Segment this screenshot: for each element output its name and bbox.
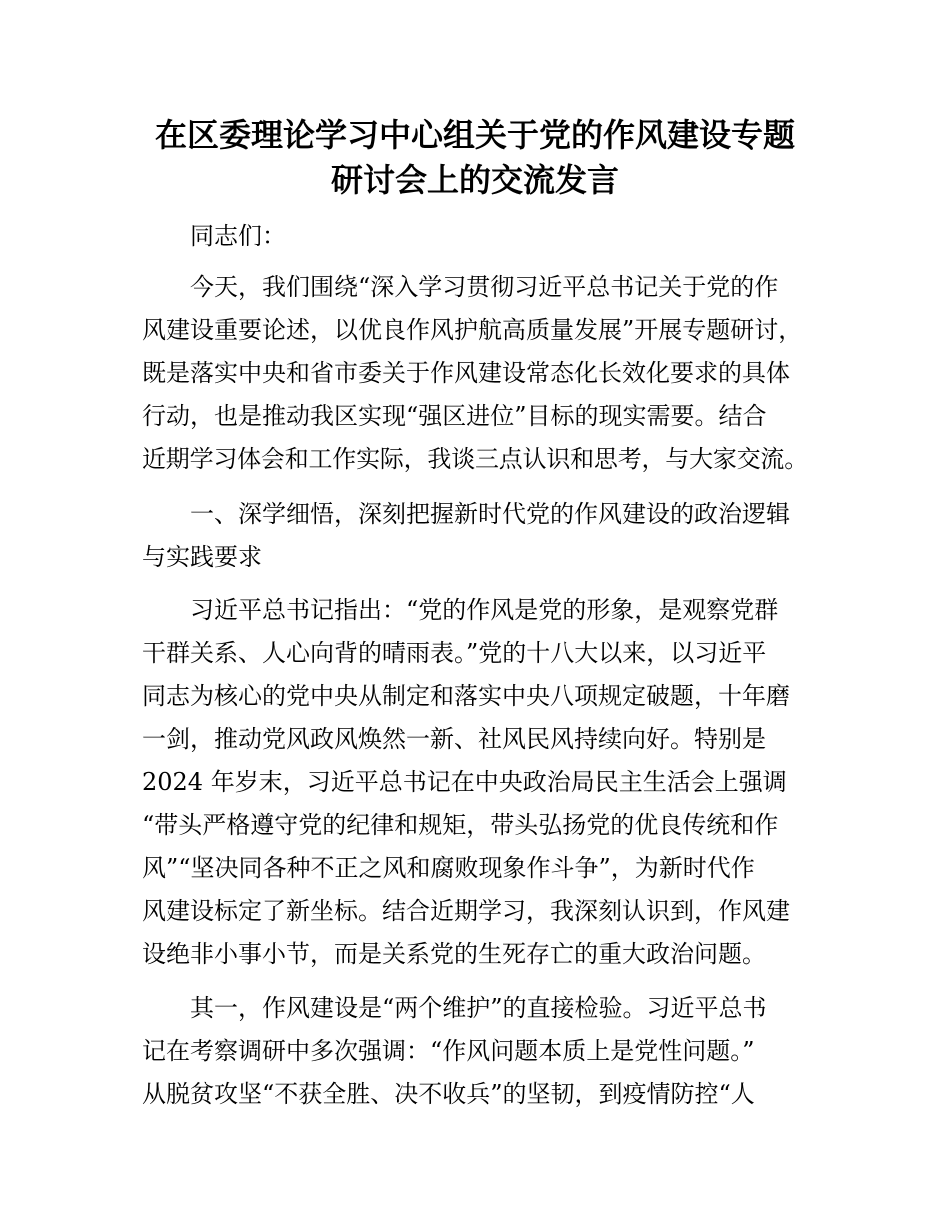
body-text-line: 其一，作风建设是“两个维护”的直接检验。习近平总书	[190, 994, 767, 1022]
body-text-line: 干群关系、人心向背的晴雨表。”党的十八大以来，以习近平	[142, 639, 767, 667]
document-title-line-1: 在区委理论学习中心组关于党的作风建设专题	[154, 116, 795, 154]
body-text-line: 同志为核心的党中央从制定和落实中央八项规定破题，十年磨	[142, 682, 790, 710]
body-text-line: “带头严格遵守党的纪律和规矩，带头弘扬党的优良传统和作	[142, 811, 779, 839]
body-text-line: 记在考察调研中多次强调：“作风问题本质上是党性问题。”	[142, 1037, 755, 1065]
salutation: 同志们：	[190, 222, 286, 250]
body-text-line: 风建设标定了新坐标。结合近期学习，我深刻认识到，作风建	[142, 897, 790, 925]
section-heading-line: 一、深学细悟，深刻把握新时代党的作风建设的政治逻辑	[190, 500, 790, 528]
section-heading-line: 与实践要求	[142, 543, 262, 571]
body-text-line: 行动，也是推动我区实现“强区进位”目标的现实需要。结合	[142, 402, 767, 430]
body-text-line: 习近平总书记指出：“党的作风是党的形象，是观察党群	[190, 596, 779, 624]
document-title-line-2: 研讨会上的交流发言	[330, 161, 619, 199]
body-text-line: 风”“坚决同各种不正之风和腐败现象作斗争”，为新时代作	[142, 854, 755, 882]
body-text-line: 从脱贫攻坚“不获全胜、决不收兵”的坚韧，到疫情防控“人	[142, 1080, 755, 1108]
body-text-line: 今天，我们围绕“深入学习贯彻习近平总书记关于党的作	[190, 273, 779, 301]
body-text-line: 近期学习体会和工作实际，我谈三点认识和思考，与大家交流。	[142, 445, 808, 473]
body-text-line: 风建设重要论述，以优良作风护航高质量发展”开展专题研讨，	[142, 316, 803, 344]
body-text-line: 2024 年岁末，习近平总书记在中央政治局民主生活会上强调	[142, 768, 787, 796]
body-text-line: 设绝非小事小节，而是关系党的生死存亡的重大政治问题。	[142, 940, 766, 968]
body-text-line: 一剑，推动党风政风焕然一新、社风民风持续向好。特别是	[142, 725, 766, 753]
body-text-line: 既是落实中央和省市委关于作风建设常态化长效化要求的具体	[142, 359, 790, 387]
